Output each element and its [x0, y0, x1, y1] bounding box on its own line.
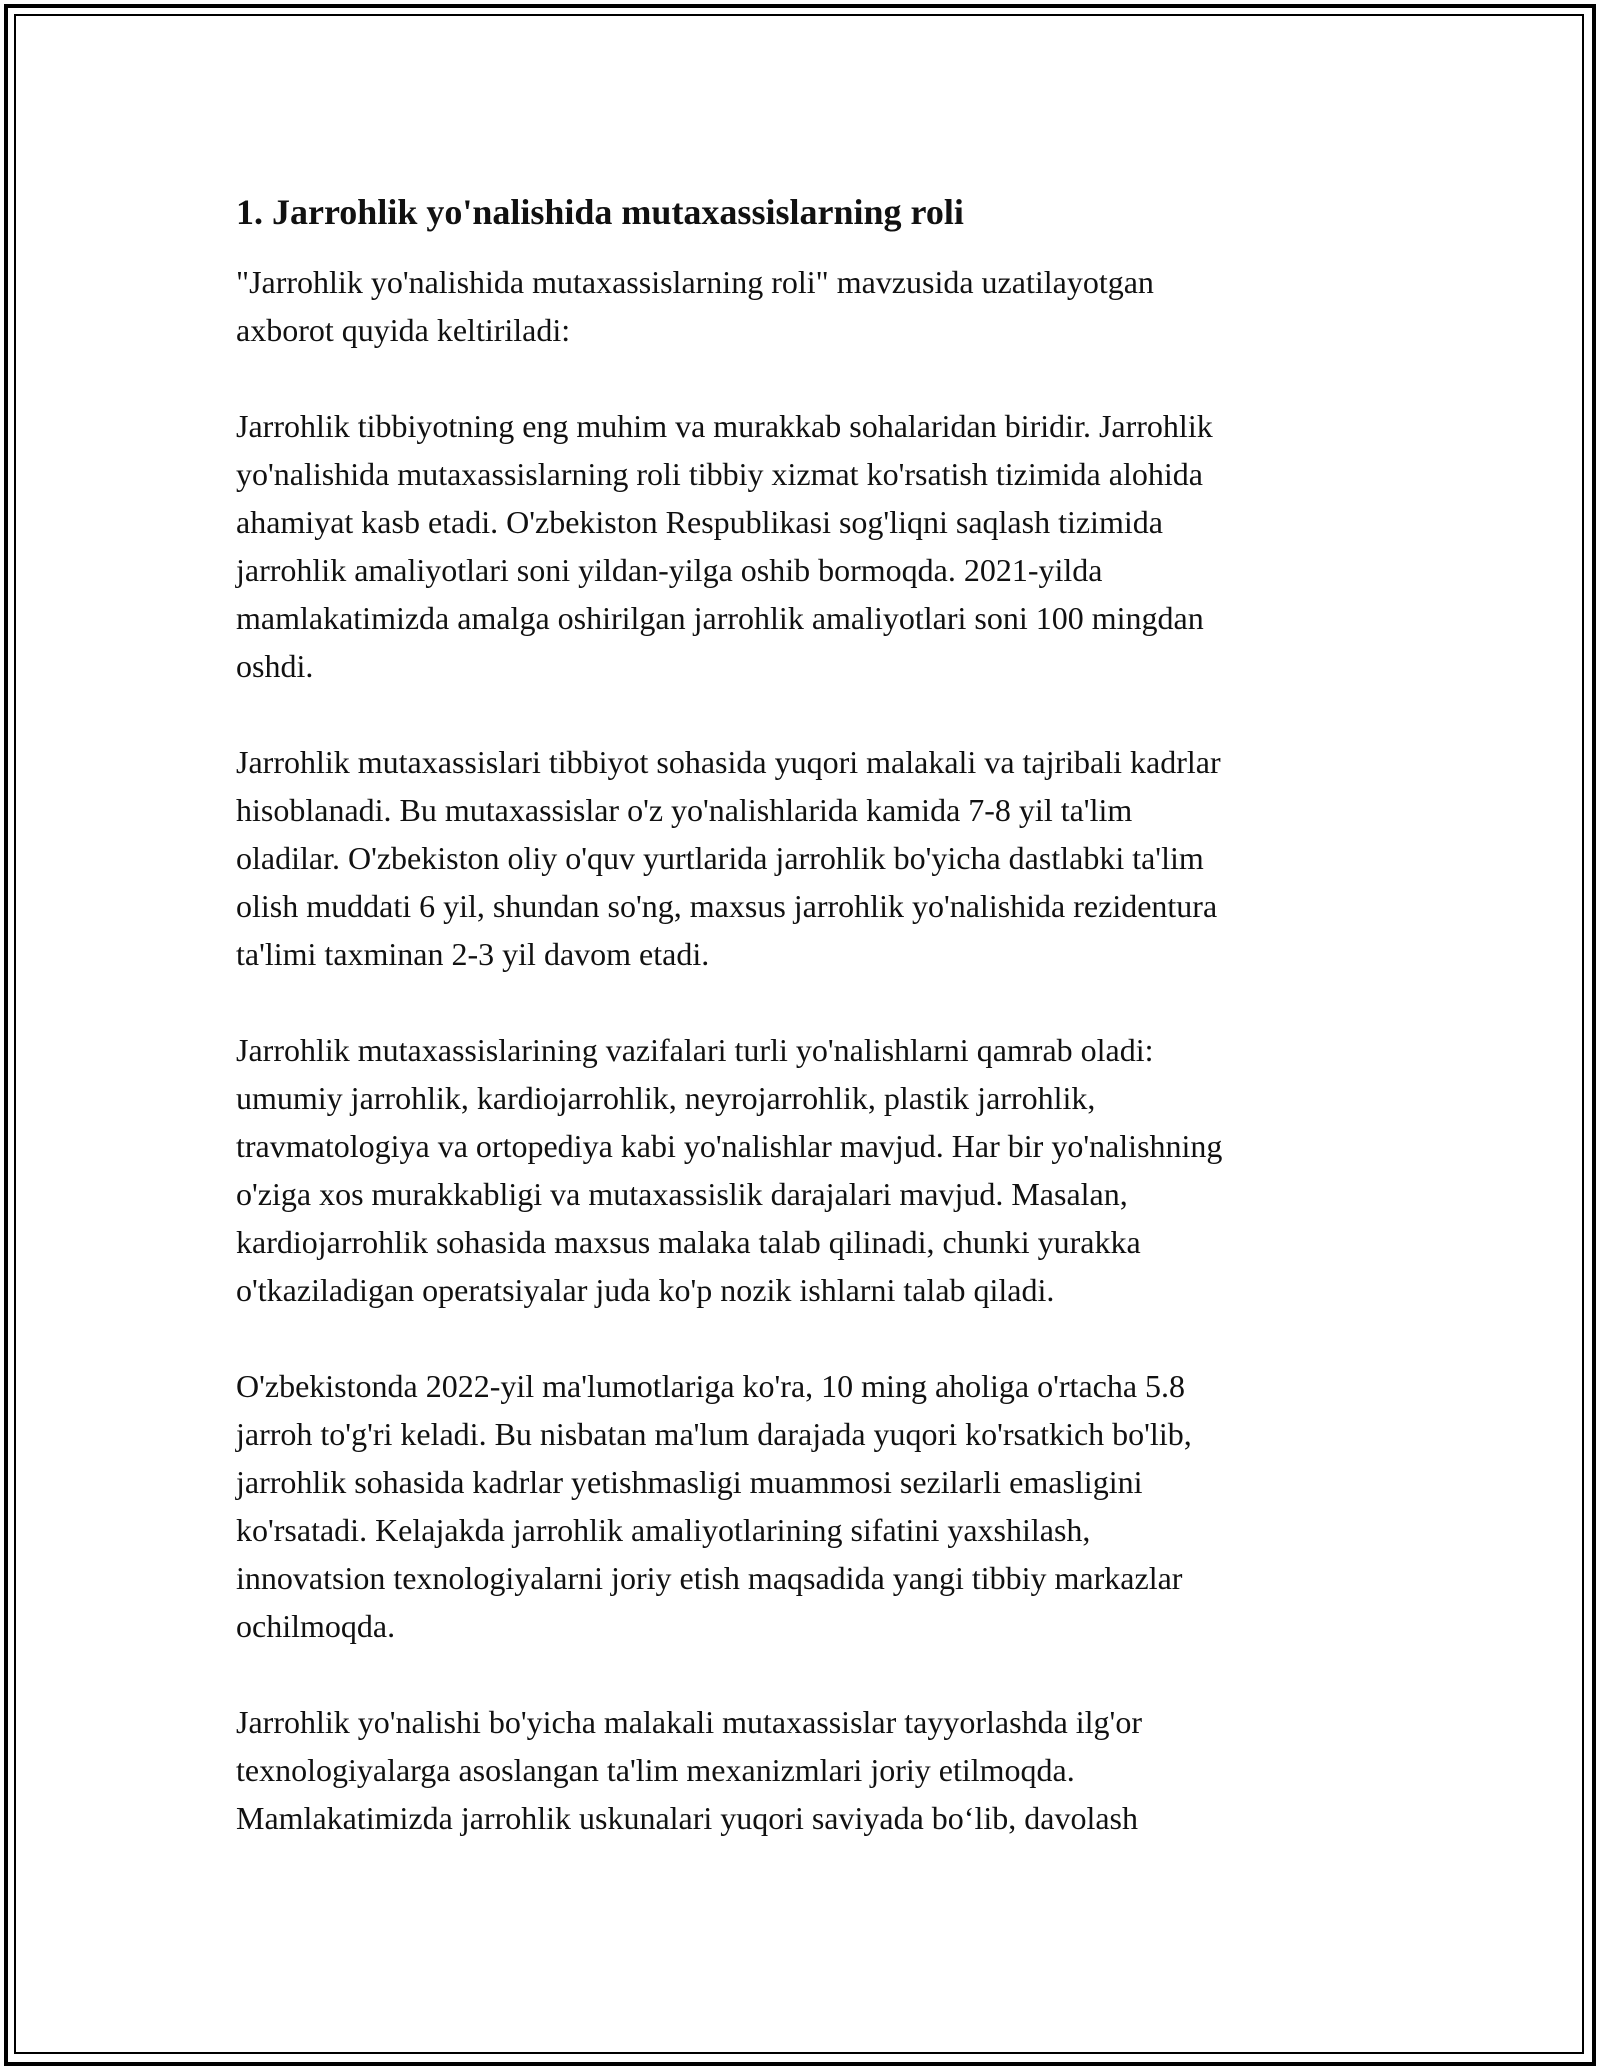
page-title: 1. Jarrohlik yo'nalishida mutaxassislarning roli [236, 192, 964, 232]
paragraph-technology: Jarrohlik yo'nalishi bo'yicha malakali mutaxassislar tayyorlashda ilg'or texnologiyalarga asoslangan ta'lim mexanizmlari joriy etilmoqda. Mamlakatimizda jarrohlik uskunalari yuqori saviyada bo‘lib, davolash [236, 1704, 1142, 1836]
paragraph-specialist-training: Jarrohlik mutaxassislari tibbiyot sohasida yuqori malakali va tajribali kadrlar hisoblanadi. Bu mutaxassislar o'z yo'nalishlarida kamida 7-8 yil ta'lim oladilar. O'zbekiston oliy o'quv yurtlarida jarrohlik bo'yicha dastlabki ta'lim olish muddati 6 yil, shundan so'ng, maxsus jarrohlik yo'nalishida rezidentura ta'limi taxminan 2-3 yil davom etadi. [236, 744, 1221, 972]
paragraph-surgery-importance: Jarrohlik tibbiyotning eng muhim va murakkab sohalaridan biridir. Jarrohlik yo'nalishida mutaxassislarning roli tibbiy xizmat ko'rsatish tizimida alohida ahamiyat kasb etadi. O'zbekiston Respublikasi sog'liqni saqlash tizimida jarrohlik amaliyotlari soni yildan-yilga oshib bormoqda. 2021-yilda mamlakatimizda amalga oshirilgan jarrohlik amaliyotlari soni 100 mingdan oshdi. [236, 408, 1213, 684]
paragraph-intro: "Jarrohlik yo'nalishida mutaxassislarning roli" mavzusida uzatilayotgan axborot quyida keltiriladi: [236, 264, 1154, 348]
paragraph-statistics: O'zbekistonda 2022-yil ma'lumotlariga ko'ra, 10 ming aholiga o'rtacha 5.8 jarroh to'g'ri keladi. Bu nisbatan ma'lum darajada yuqori ko'rsatkich bo'lib, jarrohlik sohasida kadrlar yetishmasligi muammosi sezilarli emasligini ko'rsatadi. Kelajakda jarrohlik amaliyotlarining sifatini yaxshilash, innovatsion texnologiyalarni joriy etish maqsadida yangi tibbiy markazlar ochilmoqda. [236, 1368, 1192, 1644]
document-body [236, 188, 1376, 1890]
paragraph-specialist-duties: Jarrohlik mutaxassislarining vazifalari turli yo'nalishlarni qamrab oladi: umumiy jarrohlik, kardiojarrohlik, neyrojarrohlik, plastik jarrohlik, travmatologiya va ortopediya kabi yo'nalishlar mavjud. Har bir yo'nalishning o'ziga xos murakkabligi va mutaxassislik darajalari mavjud. Masalan, kardiojarrohlik sohasida maxsus malaka talab qilinadi, chunki yurakka o'tkaziladigan operatsiyalar juda ko'p nozik ishlarni talab qiladi. [236, 1032, 1223, 1308]
